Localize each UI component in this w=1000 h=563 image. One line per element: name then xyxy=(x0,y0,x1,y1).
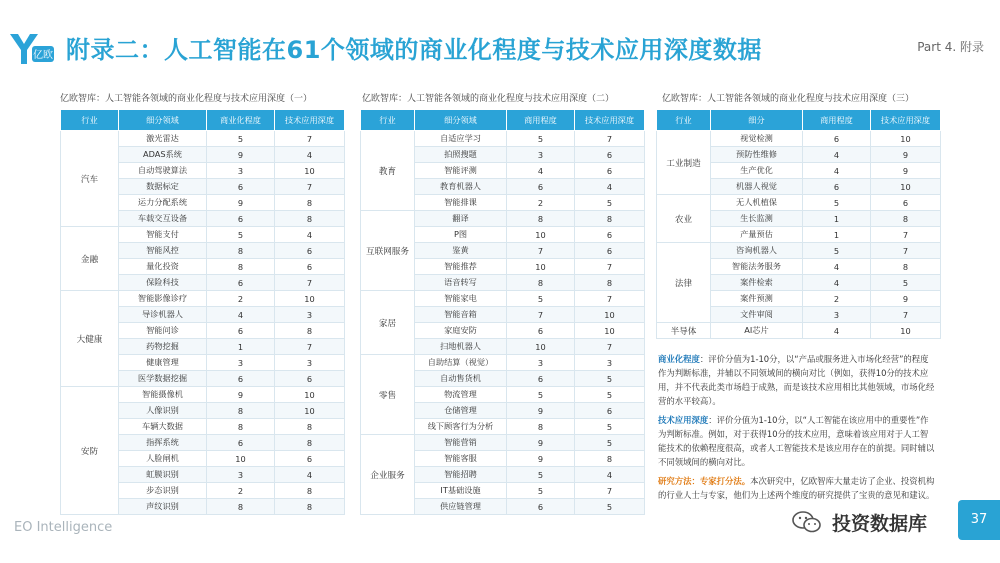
tech-depth-cell: 3 xyxy=(275,307,345,323)
commercialization-cell: 5 xyxy=(207,227,275,243)
tech-depth-cell: 7 xyxy=(275,275,345,291)
subfield-cell: 智能评测 xyxy=(415,163,507,179)
subfield-cell: 虹膜识别 xyxy=(119,467,207,483)
commercialization-cell: 9 xyxy=(507,435,575,451)
tech-depth-cell: 5 xyxy=(575,387,645,403)
commercialization-cell: 8 xyxy=(207,419,275,435)
note-tech-depth: 技术应用深度：评价分值为1-10分，以“人工智能在该应用中的重要性”作为判断标准。例如，对于获得10分的技术应用，意味着该应用对于人工智能技术的依赖程度很高，或者人工智能技术是该应用存在的前提。同时辅以不同领域间的横向对比。 xyxy=(658,415,935,467)
table-row xyxy=(657,131,941,147)
table2-caption: 亿欧智库：人工智能各领域的商业化程度与技术应用深度（二） xyxy=(362,94,615,104)
subfield-cell: 咨询机器人 xyxy=(711,243,803,259)
subfield-cell: ADAS系统 xyxy=(119,147,207,163)
tech-depth-cell: 7 xyxy=(575,291,645,307)
commercialization-cell: 9 xyxy=(207,147,275,163)
table-row xyxy=(361,291,645,307)
tech-depth-cell: 7 xyxy=(871,307,941,323)
subfield-cell: 教育机器人 xyxy=(415,179,507,195)
tech-depth-cell: 9 xyxy=(871,291,941,307)
tech-depth-cell: 5 xyxy=(575,499,645,515)
table-row xyxy=(61,387,345,403)
table-row xyxy=(61,291,345,307)
commercialization-cell: 5 xyxy=(507,467,575,483)
wechat-watermark xyxy=(792,506,952,540)
subfield-cell: 智能排课 xyxy=(415,195,507,211)
subfield-cell: 生长监测 xyxy=(711,211,803,227)
commercialization-cell: 6 xyxy=(207,179,275,195)
tech-depth-cell: 10 xyxy=(871,131,941,147)
tech-depth-cell: 5 xyxy=(871,275,941,291)
tech-depth-cell: 10 xyxy=(275,163,345,179)
commercialization-cell: 5 xyxy=(803,243,871,259)
footer-brand: EO Intelligence xyxy=(14,520,113,535)
subfield-cell: 语音转写 xyxy=(415,275,507,291)
subfield-cell: 预防性维修 xyxy=(711,147,803,163)
subfield-cell: 智能影像诊疗 xyxy=(119,291,207,307)
tech-depth-cell: 10 xyxy=(275,291,345,307)
subfield-cell: 激光雷达 xyxy=(119,131,207,147)
tech-depth-cell: 6 xyxy=(871,195,941,211)
table-row xyxy=(361,355,645,371)
subfield-cell: 案件预测 xyxy=(711,291,803,307)
industry-cell: 家居 xyxy=(361,291,415,355)
commercialization-cell: 4 xyxy=(507,163,575,179)
commercialization-cell: 3 xyxy=(507,147,575,163)
tech-depth-cell: 6 xyxy=(575,163,645,179)
commercialization-cell: 2 xyxy=(803,291,871,307)
commercialization-cell: 6 xyxy=(803,131,871,147)
tech-depth-cell: 7 xyxy=(575,483,645,499)
subfield-cell: 产量预估 xyxy=(711,227,803,243)
commercialization-cell: 8 xyxy=(207,403,275,419)
subfield-cell: 拍照搜题 xyxy=(415,147,507,163)
tech-depth-cell: 6 xyxy=(575,147,645,163)
tech-depth-cell: 8 xyxy=(871,259,941,275)
tech-depth-cell: 7 xyxy=(275,179,345,195)
commercialization-cell: 10 xyxy=(507,259,575,275)
subfield-cell: 鉴黄 xyxy=(415,243,507,259)
tech-depth-cell: 7 xyxy=(575,259,645,275)
tech-depth-cell: 6 xyxy=(275,451,345,467)
subfield-cell: 智能风控 xyxy=(119,243,207,259)
commercialization-cell: 4 xyxy=(803,323,871,339)
commercialization-cell: 6 xyxy=(207,435,275,451)
tech-depth-cell: 4 xyxy=(275,227,345,243)
commercialization-cell: 8 xyxy=(507,419,575,435)
subfield-cell: 药物挖掘 xyxy=(119,339,207,355)
commercialization-cell: 6 xyxy=(207,323,275,339)
tech-depth-cell: 4 xyxy=(575,179,645,195)
tech-depth-cell: 7 xyxy=(575,131,645,147)
note-method: 研究方法：专家打分法。本次研究中，亿欧智库大量走访了企业、投资机构的行业人士与专家，他们为上述两个维度的研究提供了宝贵的意见和建议。 xyxy=(658,476,935,500)
column-header: 商用程度 xyxy=(507,110,575,131)
subfield-cell: 无人机植保 xyxy=(711,195,803,211)
commercialization-cell: 5 xyxy=(207,131,275,147)
commercialization-cell: 4 xyxy=(803,147,871,163)
commercialization-cell: 4 xyxy=(803,259,871,275)
tech-depth-cell: 7 xyxy=(575,339,645,355)
subfield-cell: 机器人视觉 xyxy=(711,179,803,195)
subfield-cell: IT基础设施 xyxy=(415,483,507,499)
table-row xyxy=(657,243,941,259)
industry-cell: 互联网服务 xyxy=(361,211,415,291)
subfield-cell: 智能音箱 xyxy=(415,307,507,323)
subfield-cell: 扫地机器人 xyxy=(415,339,507,355)
tech-depth-cell: 8 xyxy=(575,451,645,467)
subfield-cell: 数据标定 xyxy=(119,179,207,195)
column-header: 技术应用深度 xyxy=(871,110,941,131)
commercialization-cell: 7 xyxy=(507,243,575,259)
subfield-cell: 声纹识别 xyxy=(119,499,207,515)
wechat-icon xyxy=(792,510,822,534)
commercialization-cell: 9 xyxy=(207,195,275,211)
tech-depth-cell: 10 xyxy=(575,307,645,323)
tech-depth-cell: 7 xyxy=(871,243,941,259)
tech-depth-cell: 8 xyxy=(275,483,345,499)
tech-depth-cell: 4 xyxy=(575,467,645,483)
tech-depth-cell: 8 xyxy=(275,499,345,515)
industry-cell: 零售 xyxy=(361,355,415,435)
tech-depth-cell: 7 xyxy=(275,131,345,147)
tech-depth-cell: 6 xyxy=(275,243,345,259)
tech-depth-cell: 5 xyxy=(575,195,645,211)
commercialization-cell: 6 xyxy=(507,179,575,195)
subfield-cell: AI芯片 xyxy=(711,323,803,339)
tech-depth-cell: 5 xyxy=(575,435,645,451)
commercialization-cell: 5 xyxy=(507,483,575,499)
subfield-cell: 智能支付 xyxy=(119,227,207,243)
commercialization-cell: 3 xyxy=(207,467,275,483)
subfield-cell: 自动售货机 xyxy=(415,371,507,387)
commercialization-cell: 2 xyxy=(207,291,275,307)
commercialization-cell: 1 xyxy=(207,339,275,355)
commercialization-cell: 8 xyxy=(507,275,575,291)
column-header: 细分领域 xyxy=(119,110,207,131)
table3 xyxy=(656,109,941,339)
subfield-cell: 健康管理 xyxy=(119,355,207,371)
tech-depth-cell: 8 xyxy=(275,435,345,451)
tech-depth-cell: 8 xyxy=(871,211,941,227)
tech-depth-cell: 10 xyxy=(871,323,941,339)
table1-caption: 亿欧智库：人工智能各领域的商业化程度与技术应用深度（一） xyxy=(60,94,313,104)
subfield-cell: 智能推荐 xyxy=(415,259,507,275)
tech-depth-cell: 3 xyxy=(275,355,345,371)
commercialization-cell: 4 xyxy=(207,307,275,323)
tech-depth-cell: 4 xyxy=(275,147,345,163)
subfield-cell: 线下顾客行为分析 xyxy=(415,419,507,435)
subfield-cell: 量化投资 xyxy=(119,259,207,275)
subfield-cell: 医学数据挖掘 xyxy=(119,371,207,387)
tech-depth-cell: 10 xyxy=(871,179,941,195)
tech-depth-cell: 4 xyxy=(275,467,345,483)
commercialization-cell: 4 xyxy=(803,275,871,291)
industry-cell: 农业 xyxy=(657,195,711,243)
commercialization-cell: 8 xyxy=(207,259,275,275)
industry-cell: 工业制造 xyxy=(657,131,711,195)
table-row xyxy=(361,211,645,227)
table2 xyxy=(360,109,645,515)
commercialization-cell: 4 xyxy=(803,163,871,179)
industry-cell: 半导体 xyxy=(657,323,711,339)
subfield-cell: 智能招聘 xyxy=(415,467,507,483)
subfield-cell: 仓储管理 xyxy=(415,403,507,419)
tech-depth-cell: 10 xyxy=(275,403,345,419)
wechat-account-name: 投资数据库 xyxy=(832,513,928,535)
subfield-cell: 视觉检测 xyxy=(711,131,803,147)
table-row xyxy=(61,227,345,243)
column-header: 细分 xyxy=(711,110,803,131)
tech-depth-cell: 7 xyxy=(275,339,345,355)
subfield-cell: 自动驾驶算法 xyxy=(119,163,207,179)
tech-depth-cell: 7 xyxy=(871,227,941,243)
subfield-cell: 保险科技 xyxy=(119,275,207,291)
column-header: 技术应用深度 xyxy=(275,110,345,131)
subfield-cell: 智能问诊 xyxy=(119,323,207,339)
commercialization-cell: 3 xyxy=(207,163,275,179)
commercialization-cell: 8 xyxy=(507,211,575,227)
subfield-cell: 导诊机器人 xyxy=(119,307,207,323)
commercialization-cell: 3 xyxy=(507,355,575,371)
eo-logo xyxy=(4,32,56,66)
commercialization-cell: 3 xyxy=(207,355,275,371)
commercialization-cell: 6 xyxy=(803,179,871,195)
commercialization-cell: 5 xyxy=(803,195,871,211)
commercialization-cell: 7 xyxy=(507,307,575,323)
table-row xyxy=(361,131,645,147)
subfield-cell: 指挥系统 xyxy=(119,435,207,451)
commercialization-cell: 6 xyxy=(507,323,575,339)
commercialization-cell: 5 xyxy=(507,131,575,147)
commercialization-cell: 3 xyxy=(803,307,871,323)
industry-cell: 法律 xyxy=(657,243,711,323)
commercialization-cell: 8 xyxy=(207,499,275,515)
page-title: 附录二：人工智能在61个领域的商业化程度与技术应用深度数据 xyxy=(66,36,762,64)
industry-cell: 金融 xyxy=(61,227,119,291)
subfield-cell: 智能客服 xyxy=(415,451,507,467)
commercialization-cell: 5 xyxy=(507,387,575,403)
tech-depth-cell: 3 xyxy=(575,355,645,371)
tech-depth-cell: 10 xyxy=(275,387,345,403)
tech-depth-cell: 6 xyxy=(275,371,345,387)
subfield-cell: 智能营销 xyxy=(415,435,507,451)
subfield-cell: 人像识别 xyxy=(119,403,207,419)
subfield-cell: 文件审阅 xyxy=(711,307,803,323)
commercialization-cell: 6 xyxy=(507,371,575,387)
tech-depth-cell: 9 xyxy=(871,147,941,163)
commercialization-cell: 6 xyxy=(507,499,575,515)
column-header: 行业 xyxy=(61,110,119,131)
note-commercialization: 商业化程度：评价分值为1-10分，以“产品或服务进入市场化经营”的程度作为判断标准，并辅以不同领域间的横向对比（例如，获得10分的技术应用，并不代表此类市场趋于成熟，而是该技术应用相比其他领域，市场化经营的水平较高）。 xyxy=(658,354,935,406)
tech-depth-cell: 5 xyxy=(575,419,645,435)
tech-depth-cell: 8 xyxy=(575,211,645,227)
subfield-cell: 智能家电 xyxy=(415,291,507,307)
tech-depth-cell: 6 xyxy=(275,259,345,275)
subfield-cell: 自助结算（视觉） xyxy=(415,355,507,371)
commercialization-cell: 10 xyxy=(207,451,275,467)
table-row xyxy=(657,195,941,211)
commercialization-cell: 6 xyxy=(207,211,275,227)
subfield-cell: 步态识别 xyxy=(119,483,207,499)
commercialization-cell: 1 xyxy=(803,227,871,243)
column-header: 细分领域 xyxy=(415,110,507,131)
subfield-cell: 物流管理 xyxy=(415,387,507,403)
tech-depth-cell: 5 xyxy=(575,371,645,387)
commercialization-cell: 6 xyxy=(207,371,275,387)
subfield-cell: 智能法务服务 xyxy=(711,259,803,275)
commercialization-cell: 9 xyxy=(207,387,275,403)
industry-cell: 安防 xyxy=(61,387,119,515)
subfield-cell: 家庭安防 xyxy=(415,323,507,339)
tech-depth-cell: 8 xyxy=(275,419,345,435)
industry-cell: 大健康 xyxy=(61,291,119,387)
commercialization-cell: 10 xyxy=(507,339,575,355)
commercialization-cell: 9 xyxy=(507,451,575,467)
commercialization-cell: 2 xyxy=(507,195,575,211)
subfield-cell: P图 xyxy=(415,227,507,243)
table3-caption: 亿欧智库：人工智能各领域的商业化程度与技术应用深度（三） xyxy=(662,94,915,104)
subfield-cell: 人脸闸机 xyxy=(119,451,207,467)
subfield-cell: 智能摄像机 xyxy=(119,387,207,403)
commercialization-cell: 8 xyxy=(207,243,275,259)
subfield-cell: 自适应学习 xyxy=(415,131,507,147)
tech-depth-cell: 8 xyxy=(275,195,345,211)
commercialization-cell: 1 xyxy=(803,211,871,227)
page-number: 37 xyxy=(958,500,1000,540)
tech-depth-cell: 6 xyxy=(575,403,645,419)
part-label: Part 4. 附录 xyxy=(917,40,984,54)
tech-depth-cell: 6 xyxy=(575,227,645,243)
commercialization-cell: 9 xyxy=(507,403,575,419)
subfield-cell: 运力分配系统 xyxy=(119,195,207,211)
commercialization-cell: 10 xyxy=(507,227,575,243)
commercialization-cell: 5 xyxy=(507,291,575,307)
subfield-cell: 生产优化 xyxy=(711,163,803,179)
tech-depth-cell: 8 xyxy=(275,211,345,227)
definition-notes xyxy=(658,352,936,507)
column-header: 商用程度 xyxy=(803,110,871,131)
subfield-cell: 车载交互设备 xyxy=(119,211,207,227)
table1 xyxy=(60,109,345,515)
column-header: 行业 xyxy=(361,110,415,131)
tech-depth-cell: 9 xyxy=(871,163,941,179)
subfield-cell: 翻译 xyxy=(415,211,507,227)
column-header: 商业化程度 xyxy=(207,110,275,131)
industry-cell: 汽车 xyxy=(61,131,119,227)
tech-depth-cell: 8 xyxy=(575,275,645,291)
subfield-cell: 案件检索 xyxy=(711,275,803,291)
column-header: 技术应用深度 xyxy=(575,110,645,131)
tech-depth-cell: 6 xyxy=(575,243,645,259)
commercialization-cell: 6 xyxy=(207,275,275,291)
commercialization-cell: 2 xyxy=(207,483,275,499)
subfield-cell: 车辆大数据 xyxy=(119,419,207,435)
tech-depth-cell: 10 xyxy=(575,323,645,339)
tech-depth-cell: 8 xyxy=(275,323,345,339)
industry-cell: 企业服务 xyxy=(361,435,415,515)
logo-text: 亿欧 xyxy=(33,50,53,61)
column-header: 行业 xyxy=(657,110,711,131)
subfield-cell: 供应链管理 xyxy=(415,499,507,515)
table-row xyxy=(61,131,345,147)
industry-cell: 教育 xyxy=(361,131,415,211)
table-row xyxy=(657,323,941,339)
table-row xyxy=(361,435,645,451)
